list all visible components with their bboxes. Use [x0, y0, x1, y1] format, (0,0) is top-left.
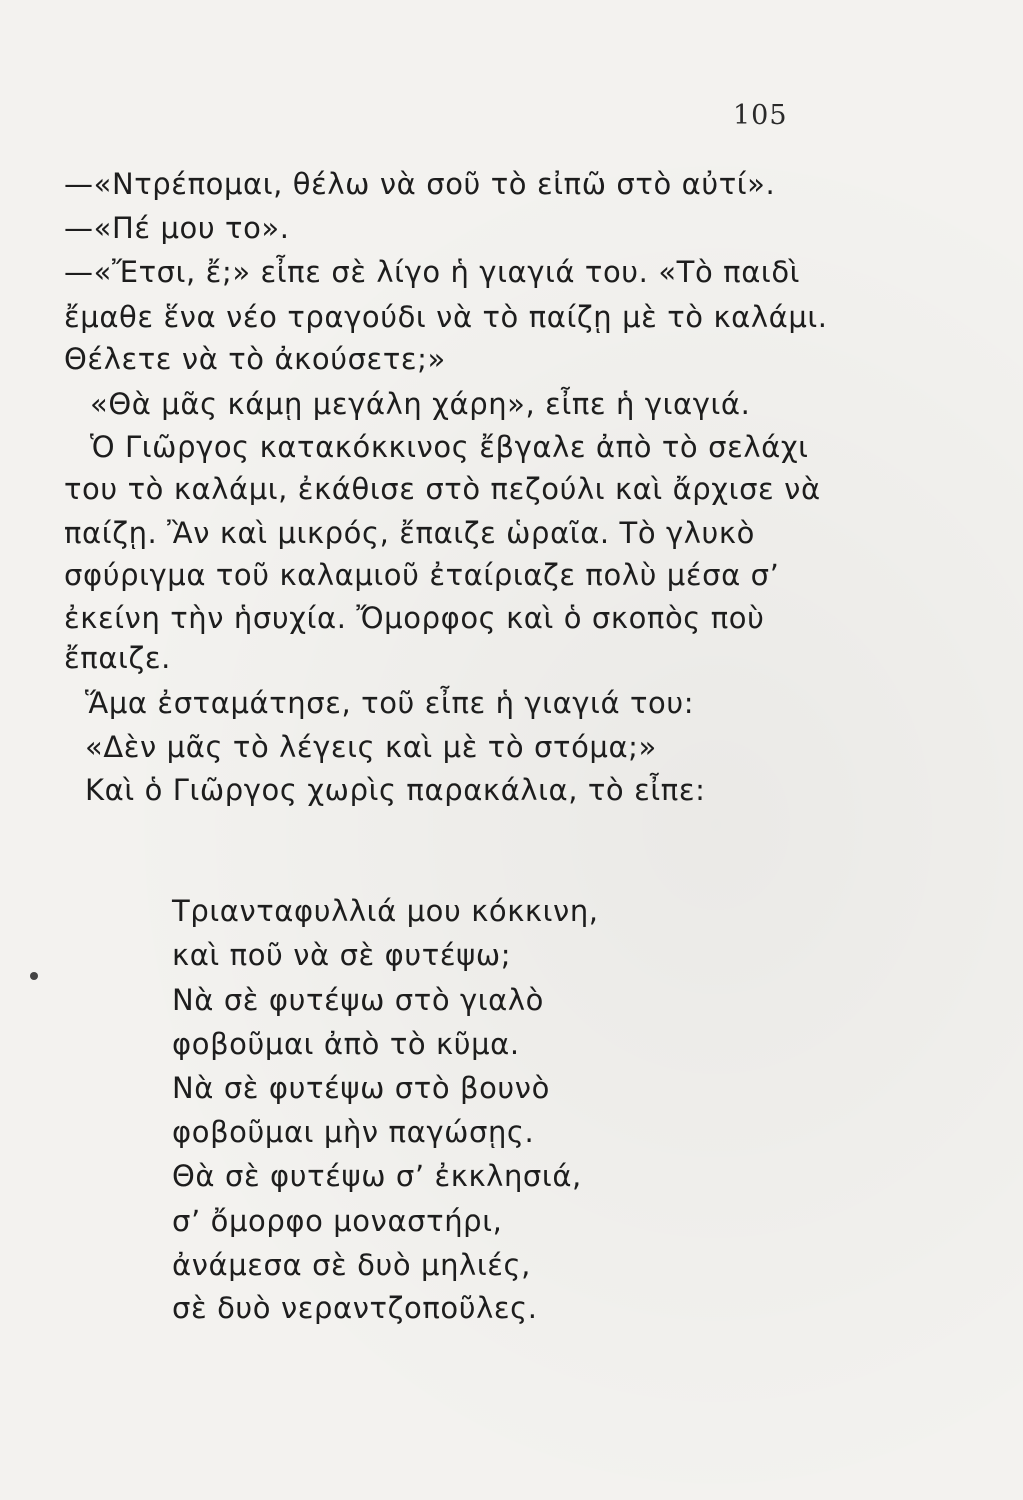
poem-line: καὶ ποῦ νὰ σὲ φυτέψω;	[172, 938, 512, 972]
poem-line: σ’ ὄμορφο μοναστήρι,	[172, 1204, 503, 1238]
poem-line: Θὰ σὲ φυτέψω σ’ ἐκκλησιά,	[172, 1159, 582, 1193]
prose-line: Καὶ ὁ Γιῶργος χωρὶς παρακάλια, τὸ εἶπε:	[85, 773, 706, 807]
prose-line: «Δὲν μᾶς τὸ λέγεις καὶ μὲ τὸ στόμα;»	[85, 730, 657, 764]
prose-line: ἔπαιζε.	[64, 641, 171, 675]
prose-line: «Θὰ μᾶς κάμῃ μεγάλη χάρη», εἶπε ἡ γιαγιά.	[90, 387, 751, 421]
prose-line: παίζῃ. Ἂν καὶ μικρός, ἔπαιζε ὡραῖα. Τὸ γλυκὸ	[64, 516, 755, 550]
poem-line: ἀνάμεσα σὲ δυὸ μηλιές,	[172, 1248, 531, 1282]
poem-line: Νὰ σὲ φυτέψω στὸ γιαλὸ	[172, 983, 544, 1017]
prose-line: Θέλετε νὰ τὸ ἀκούσετε;»	[64, 342, 446, 376]
bullet-mark	[30, 972, 38, 980]
poem-line: σὲ δυὸ νεραντζοποῦλες.	[172, 1291, 538, 1325]
poem-line: φοβοῦμαι μὴν παγώσῃς.	[172, 1115, 535, 1149]
prose-line: Ὁ Γιῶργος κατακόκκινος ἔβγαλε ἀπὸ τὸ σελάχι	[90, 430, 809, 464]
page-number: 105	[733, 100, 788, 131]
prose-line: σφύριγμα τοῦ καλαμιοῦ ἐταίριαζε πολὺ μέσα σ’	[64, 558, 780, 592]
poem-line: Νὰ σὲ φυτέψω στὸ βουνὸ	[172, 1071, 550, 1105]
prose-line: —«Ἔτσι, ἔ;» εἶπε σὲ λίγο ἡ γιαγιά του. «Τὸ παιδὶ	[64, 255, 801, 289]
prose-line: του τὸ καλάμι, ἐκάθισε στὸ πεζούλι καὶ ἄρχισε νὰ	[64, 472, 821, 506]
prose-line: Ἅμα ἐσταμάτησε, τοῦ εἶπε ἡ γιαγιά του:	[85, 686, 695, 720]
poem-line: Τριανταφυλλιά μου κόκκινη,	[172, 894, 599, 928]
poem-line: φοβοῦμαι ἀπὸ τὸ κῦμα.	[172, 1027, 520, 1061]
prose-line: —«Πέ μου το».	[64, 211, 290, 245]
prose-line: ἐκείνη τὴν ἡσυχία. Ὄμορφος καὶ ὁ σκοπὸς ποὺ	[64, 601, 765, 635]
prose-line: ἔμαθε ἕνα νέο τραγούδι νὰ τὸ παίζῃ μὲ τὸ καλάμι.	[64, 300, 828, 334]
prose-line: —«Ντρέπομαι, θέλω νὰ σοῦ τὸ εἰπῶ στὸ αὐτί».	[64, 167, 776, 201]
